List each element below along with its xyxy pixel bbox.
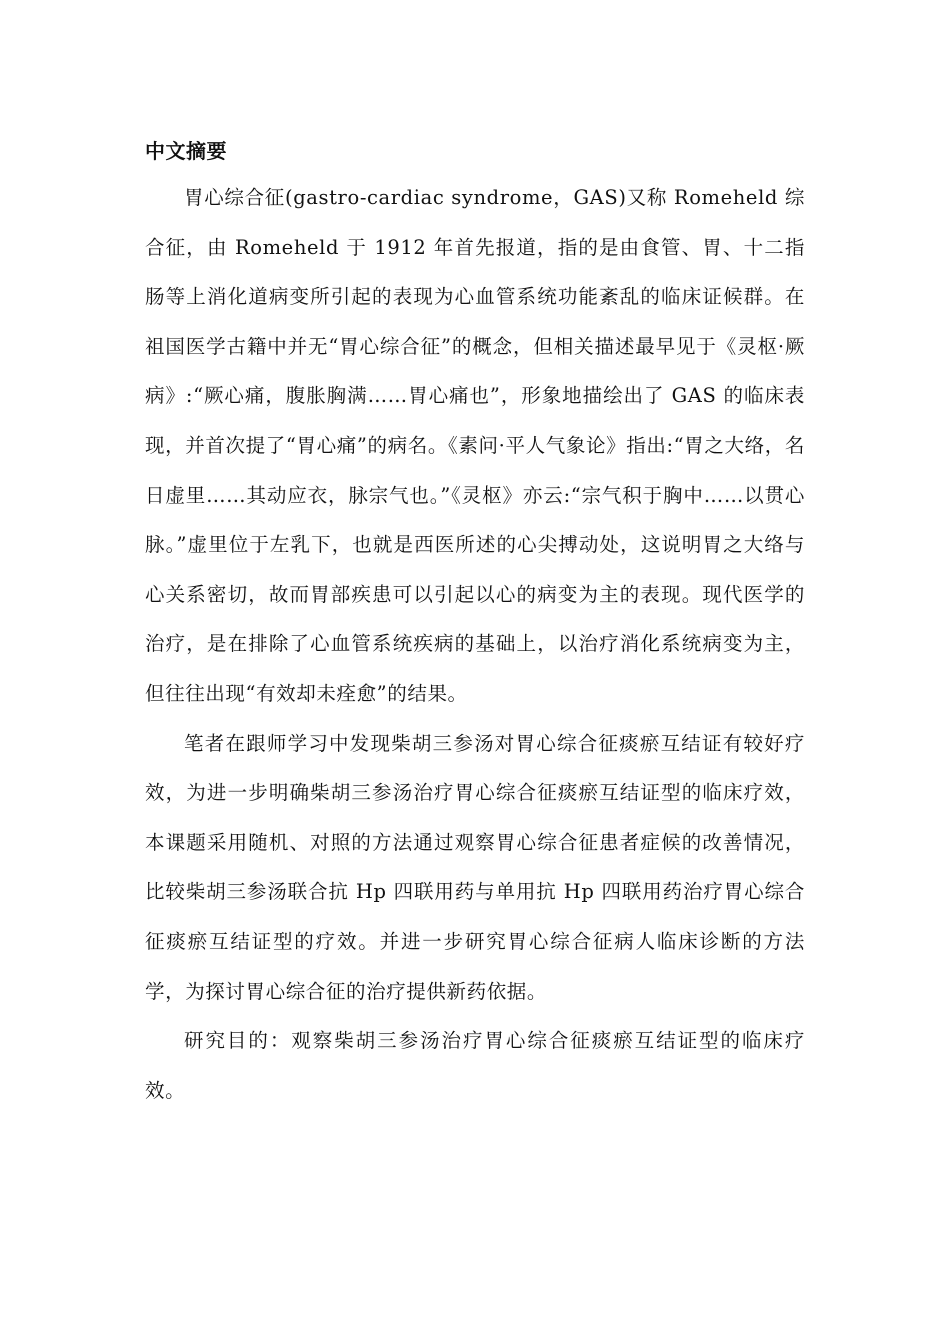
abstract-paragraph-1: 胃心综合征(gastro-cardiac syndrome，GAS)又称 Romeheld 综合征，由 Romeheld 于 1912 年首先报道，指的是由食管、胃、十二指肠等上消化道病变所引起的表现为心血管系统功能紊乱的临床证候群。在祖国医学古籍中并无“胃心综合征”的概念，但相关描述最早见于《灵枢·厥病》:“厥心痛，腹胀胸满……胃心痛也”，形象地描绘出了 GAS 的临床表现，并首次提了“胃心痛”的病名。《素问·平人气象论》指出:“胃之大络，名日虚里……其动应衣，脉宗气也。”《灵枢》亦云:“宗气积于胸中……以贯心脉。”虚里位于左乳下，也就是西医所述的心尖搏动处，这说明胃之大络与心关系密切，故而胃部疾患可以引起以心的病变为主的表现。现代医学的治疗，是在排除了心血管系统疾病的基础上，以治疗消化系统病变为主，但往往出现“有效却未痊愈”的结果。 bbox=[145, 186, 805, 705]
abstract-heading: 中文摘要 bbox=[145, 139, 227, 163]
abstract-section bbox=[145, 129, 805, 1115]
abstract-paragraph-3: 研究目的：观察柴胡三参汤治疗胃心综合征痰瘀互结证型的临床疗效。 bbox=[145, 1029, 805, 1102]
abstract-paragraph-2: 笔者在跟师学习中发现柴胡三参汤对胃心综合征痰瘀互结证有较好疗效，为进一步明确柴胡三参汤治疗胃心综合征痰瘀互结证型的临床疗效，本课题采用随机、对照的方法通过观察胃心综合征患者症候的改善情况，比较柴胡三参汤联合抗 Hp 四联用药与单用抗 Hp 四联用药治疗胃心综合征痰瘀互结证型的疗效。并进一步研究胃心综合征病人临床诊断的方法学，为探讨胃心综合征的治疗提供新药依据。 bbox=[145, 731, 805, 1003]
